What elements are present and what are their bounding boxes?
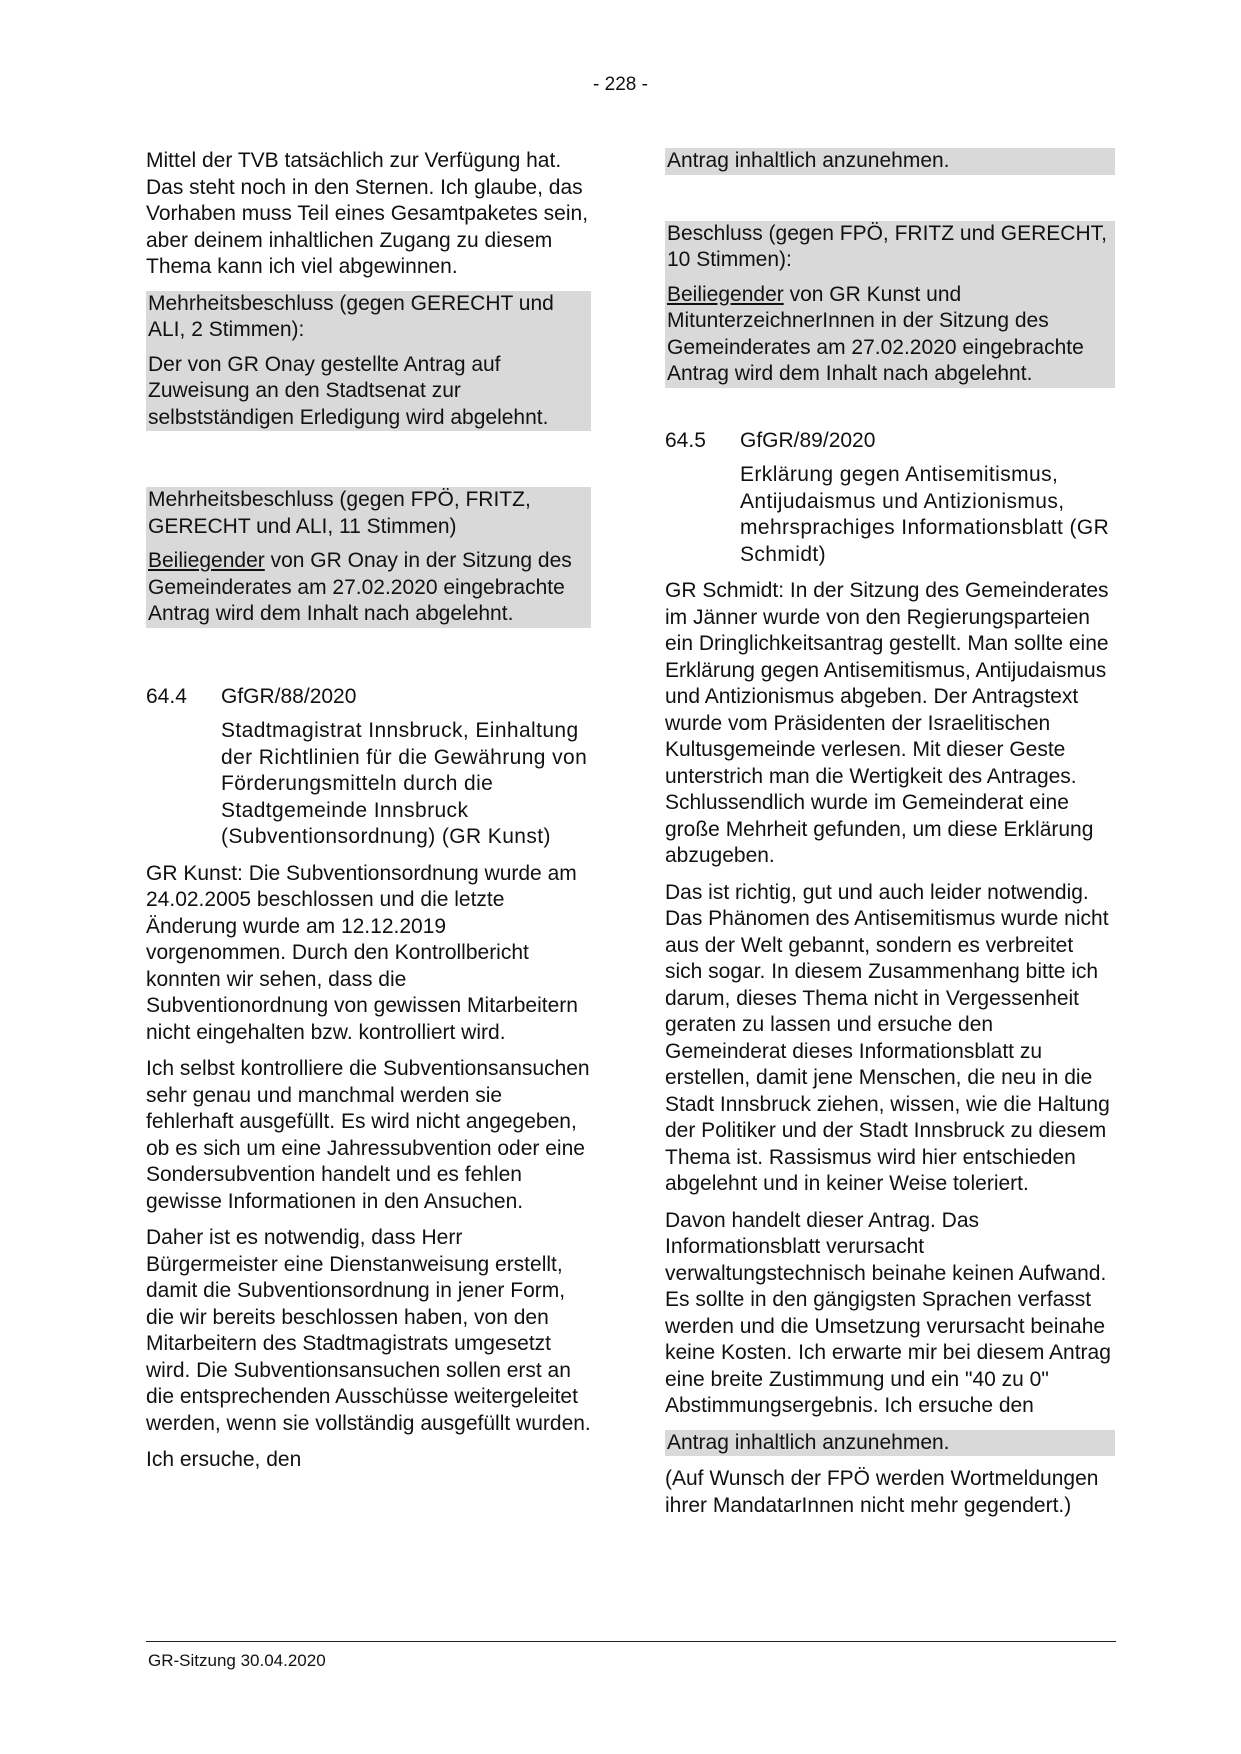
right-decision-3: Antrag inhaltlich anzunehmen. <box>665 1430 1115 1457</box>
right-paragraph-2: Das ist richtig, gut und auch leider notwendig. Das Phänomen des Antisemitismus wurde nicht aus der Welt gebannt, sondern es verbreitet sich sogar. In diesem Zusammenhang bitte ich darum, dieses Thema nicht in Vergessenheit geraten zu lassen und ersuche den Gemeinderat dieses Informationsblatt zu erstellen, damit jene Menschen, die neu in die Stadt Innsbruck ziehen, wissen, wie die Haltung der Politiker und der Stadt Innsbruck zu diesem Thema ist. Rassismus wird hier entschieden abgelehnt und in keiner Weise toleriert. <box>665 880 1110 1195</box>
footer: GR-Sitzung 30.04.2020 <box>148 1651 326 1670</box>
right-decision-2-title: Beschluss (gegen FPÖ, FRITZ und GERECHT, 10 Stimmen): <box>665 221 1115 274</box>
item-64-5-subject: Erklärung gegen Antisemitismus, Antijudaismus und Antizionismus, mehrsprachiges Informationsblatt (GR Schmidt) <box>740 463 1110 566</box>
right-decision-2-underlined: Beiliegender <box>667 282 784 306</box>
right-paragraph-4: (Auf Wunsch der FPÖ werden Wortmeldungen ihrer MandatarInnen nicht mehr gegendert.) <box>665 1467 1099 1517</box>
right-decision-2-text <box>665 274 1115 388</box>
left-decision-2-underlined: Beiliegender <box>148 549 265 572</box>
item-64-5-code: GfGR/89/2020 <box>740 428 876 452</box>
right-paragraph-3: Davon handelt dieser Antrag. Das Informationsblatt verursacht verwaltungstechnisch beinahe keinen Aufwand. Es sollte in den gängigsten Sprachen verfasst werden und die Umsetzung verursacht beinahe keine Kosten. Ich erwarte mir bei diesem Antrag eine breite Zustimmung und ein "40 zu 0" Abstimmungsergebnis. Ich ersuche den <box>665 1208 1111 1417</box>
item-64-4-number: 64.4 <box>146 684 187 708</box>
item-64-4-subject: Stadtmagistrat Innsbruck, Einhaltung der Richtlinien für die Gewährung von Förderungsmitteln durch die Stadtgemeinde Innsbruck (Subventionsordnung) (GR Kunst) <box>221 719 588 848</box>
left-decision-1-text: Der von GR Onay gestellte Antrag auf Zuweisung an den Stadtsenat zur selbstständigen Erledigung wird abgelehnt. <box>146 344 591 432</box>
item-64-4-heading <box>146 684 591 711</box>
left-paragraph-3: Ich selbst kontrolliere die Subventionsansuchen sehr genau und manchmal werden sie fehlerhaft ausgefüllt. Es wird nicht angegeben, ob es sich um eine Jahressubvention oder eine Sondersubvention handelt und es fehlen gewisse Informationen in den Ansuchen. <box>146 1057 590 1213</box>
item-64-4-code: GfGR/88/2020 <box>221 684 357 708</box>
speaker-kunst: GR Kunst: <box>146 861 243 885</box>
speaker-schmidt: GR Schmidt: <box>665 579 785 602</box>
right-paragraph-1-body: In der Sitzung des Gemeinderates im Jänner wurde von den Regierungsparteien ein Dringlichkeitsantrag gestellt. Man sollte eine Erklärung gegen Antisemitismus, Antijudaismus und Antizionismus abgeben. Der Antragstext wurde vom Präsidenten der Israelitischen Kultusgemeinde verlesen. Mit dieser Geste unterstrich man die Wertigkeit des Antrages. Schlussendlich wurde im Gemeinderat eine große Mehrheit gefunden, um diese Erklärung abzugeben. <box>665 579 1109 867</box>
item-64-5-heading <box>665 428 1115 455</box>
left-paragraph-5: Ich ersuche, den <box>146 1448 302 1471</box>
right-column <box>665 148 1115 1529</box>
left-decision-2-title: Mehrheitsbeschluss (gegen FPÖ, FRITZ, GERECHT und ALI, 11 Stimmen) <box>146 487 591 540</box>
left-decision-2-text <box>146 540 591 628</box>
footer-divider <box>146 1641 1116 1642</box>
right-paragraph-1 <box>665 578 1115 870</box>
left-column <box>146 148 591 1484</box>
right-decision-2-body: von GR Kunst und MitunterzeichnerInnen in der Sitzung des Gemeinderates am 27.02.2020 eingebrachte Antrag wird dem Inhalt nach abgelehnt. <box>667 282 1084 385</box>
page-number: - 228 - <box>593 74 648 95</box>
right-decision-1: Antrag inhaltlich anzunehmen. <box>665 148 1115 175</box>
item-64-5-number: 64.5 <box>665 428 706 452</box>
left-paragraph-2-body: Die Subventionsordnung wurde am 24.02.2005 beschlossen und die letzte Änderung wurde am 12.12.2019 vorgenommen. Durch den Kontrollbericht konnten wir sehen, dass die Subventionordnung von gewissen Mitarbeitern nicht eingehalten bzw. kontrolliert wird. <box>146 861 578 1044</box>
left-paragraph-1: Mittel der TVB tatsächlich zur Verfügung hat. Das steht noch in den Sternen. Ich glaube, das Vorhaben muss Teil eines Gesamtpaketes sein, aber deinem inhaltlichen Zugang zu diesem Thema kann ich viel abgewinnen. <box>146 149 589 278</box>
left-paragraph-2 <box>146 861 591 1047</box>
left-decision-1-title: Mehrheitsbeschluss (gegen GERECHT und ALI, 2 Stimmen): <box>146 291 591 344</box>
left-paragraph-4: Daher ist es notwendig, dass Herr Bürgermeister eine Dienstanweisung erstellt, damit die Subventionsordnung in jener Form, die wir bereits beschlossen haben, von den Mitarbeitern des Stadtmagistrats umgesetzt wird. Die Subventionsansuchen sollen erst an die entsprechenden Ausschüsse weitergeleitet werden, wenn sie vollständig ausgefüllt wurden. <box>146 1226 591 1435</box>
left-decision-2-body: von GR Onay in der Sitzung des Gemeinderates am 27.02.2020 eingebrachte Antrag wird dem Inhalt nach abgelehnt. <box>148 549 572 625</box>
